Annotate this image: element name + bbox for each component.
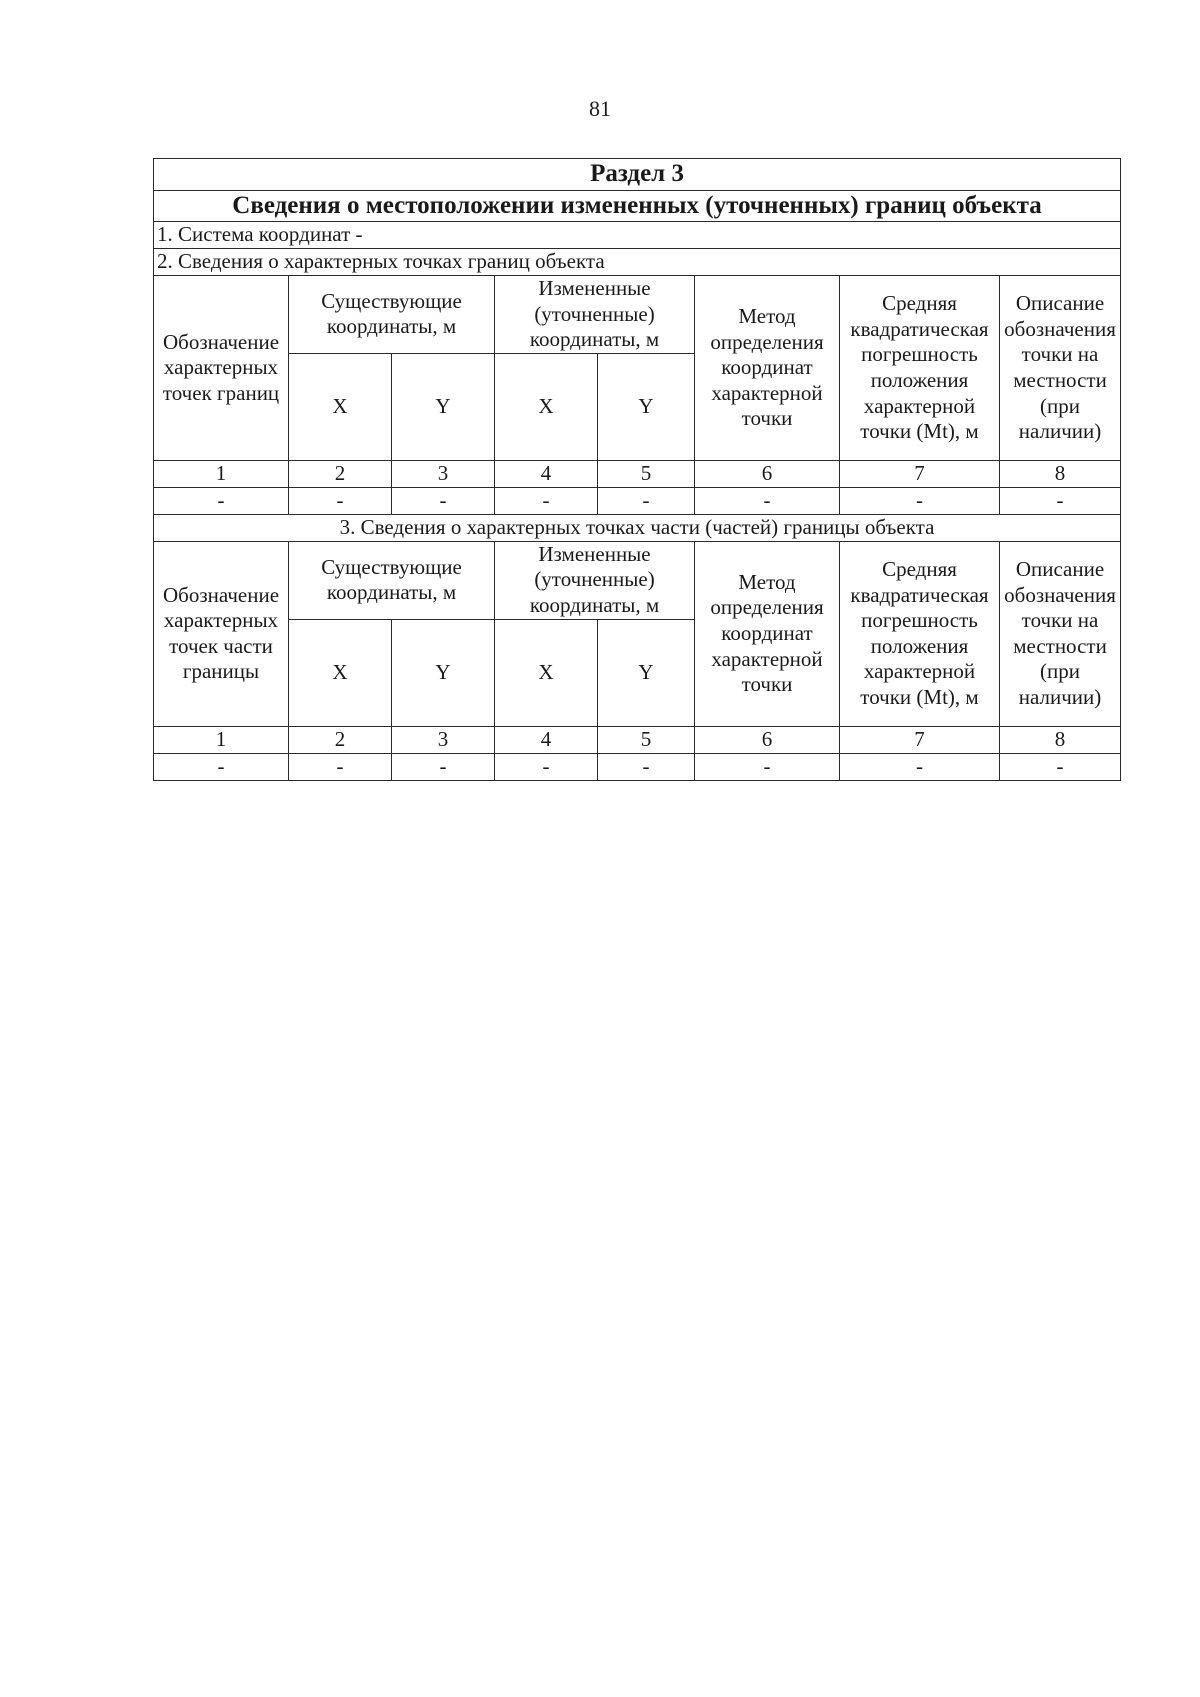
t1-col-number: 6 <box>695 460 840 487</box>
t1-col-number: 1 <box>154 460 289 487</box>
t1-col-number: 4 <box>495 460 598 487</box>
t1-header-changed: Измененные (уточненные) координаты, м <box>495 276 695 354</box>
t2-header-error: Средняя квадратическая погрешность положения характерной точки (Mt), м <box>840 541 1000 726</box>
coordinate-system-row: 1. Система координат - <box>154 222 1121 249</box>
t2-header-method: Метод определения координат характерной точки <box>695 541 840 726</box>
t2-cell: - <box>1000 753 1121 780</box>
t2-cell: - <box>495 753 598 780</box>
t2-cell: - <box>154 753 289 780</box>
t2-cell: - <box>840 753 1000 780</box>
t1-header-changed-x: X <box>495 353 598 460</box>
table1-caption: 2. Сведения о характерных точках границ объекта <box>154 249 1121 276</box>
t2-header-existing: Существующие координаты, м <box>289 541 495 619</box>
t1-col-number: 2 <box>289 460 392 487</box>
t1-column-numbers <box>154 460 1121 487</box>
section-title: Раздел 3 <box>154 159 1121 191</box>
t2-cell: - <box>392 753 495 780</box>
t2-header-changed: Измененные (уточненные) координаты, м <box>495 541 695 619</box>
t2-header-existing-x: X <box>289 619 392 726</box>
t1-header-description: Описание обозначения точки на местности (при наличии) <box>1000 276 1121 461</box>
t1-cell: - <box>392 487 495 514</box>
boundary-points-table <box>153 158 1121 781</box>
t1-header-error: Средняя квадратическая погрешность положения характерной точки (Mt), м <box>840 276 1000 461</box>
t1-header-changed-y: Y <box>598 353 695 460</box>
t2-header-changed-y: Y <box>598 619 695 726</box>
t1-col-number: 8 <box>1000 460 1121 487</box>
t2-column-numbers <box>154 726 1121 753</box>
t2-col-number: 4 <box>495 726 598 753</box>
t1-cell: - <box>289 487 392 514</box>
t2-col-number: 7 <box>840 726 1000 753</box>
t1-col-number: 5 <box>598 460 695 487</box>
t1-table-row <box>154 487 1121 514</box>
t1-cell: - <box>598 487 695 514</box>
t2-col-number: 6 <box>695 726 840 753</box>
table2-caption: 3. Сведения о характерных точках части (частей) границы объекта <box>154 514 1121 541</box>
t1-cell: - <box>695 487 840 514</box>
t1-header-method: Метод определения координат характерной точки <box>695 276 840 461</box>
t2-header-existing-y: Y <box>392 619 495 726</box>
t1-header-existing: Существующие координаты, м <box>289 276 495 354</box>
t2-header-description: Описание обозначения точки на местности (при наличии) <box>1000 541 1121 726</box>
t2-cell: - <box>598 753 695 780</box>
t1-header-designation: Обозначение характерных точек границ <box>154 276 289 461</box>
t1-cell: - <box>495 487 598 514</box>
t2-col-number: 1 <box>154 726 289 753</box>
t1-cell: - <box>840 487 1000 514</box>
section-subtitle: Сведения о местоположении измененных (уточненных) границ объекта <box>154 190 1121 222</box>
t1-header-existing-x: X <box>289 353 392 460</box>
t1-col-number: 3 <box>392 460 495 487</box>
t1-header-existing-y: Y <box>392 353 495 460</box>
t2-table-row <box>154 753 1121 780</box>
t2-cell: - <box>695 753 840 780</box>
t2-col-number: 8 <box>1000 726 1121 753</box>
t2-col-number: 2 <box>289 726 392 753</box>
t2-col-number: 5 <box>598 726 695 753</box>
t2-col-number: 3 <box>392 726 495 753</box>
t2-header-designation: Обозначение характерных точек части границы <box>154 541 289 726</box>
t1-cell: - <box>154 487 289 514</box>
t1-cell: - <box>1000 487 1121 514</box>
t2-header-changed-x: X <box>495 619 598 726</box>
t2-cell: - <box>289 753 392 780</box>
page-number: 81 <box>589 96 611 121</box>
t1-col-number: 7 <box>840 460 1000 487</box>
